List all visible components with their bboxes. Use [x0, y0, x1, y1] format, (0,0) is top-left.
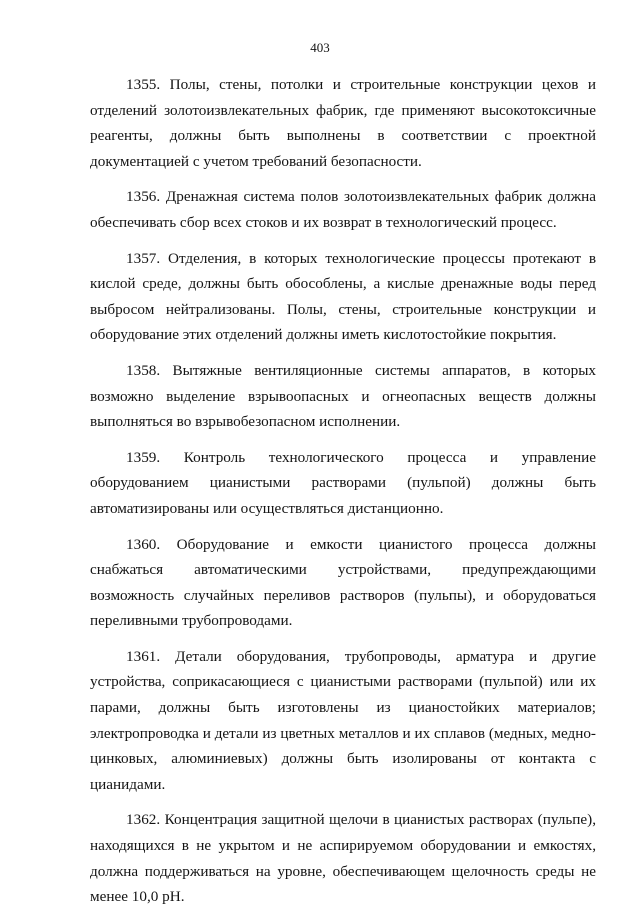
paragraph-1361: 1361. Детали оборудования, трубопроводы, арматура и другие устройства, соприкасающиеся с цианистыми растворами (пульпой) или их парами, должны быть изготовлены из цианостойких материалов; электропроводка и детали из цветных металлов и их сплавов (медных, медно-цинковых, алюминиевых) должны быть изолированы от контакта с цианидами. [90, 647, 596, 793]
paragraph-1359: 1359. Контроль технологического процесса и управление оборудованием цианистыми растворами (пульпой) должны быть автоматизированы или осуществляться дистанционно. [90, 448, 596, 517]
paragraph-1357: 1357. Отделения, в которых технологические процессы протекают в кислой среде, должны быть обособлены, а кислые дренажные воды перед выбросом нейтрализованы. Полы, стены, строительные конструкции и оборудование этих отделений должны иметь кислотостойкие покрытия. [90, 249, 596, 344]
document-body [90, 72, 596, 920]
paragraph-1358: 1358. Вытяжные вентиляционные системы аппаратов, в которых возможно выделение взрывоопасных и огнеопасных веществ должны выполняться во взрывобезопасном исполнении. [90, 361, 596, 431]
paragraph-1362: 1362. Концентрация защитной щелочи в цианистых растворах (пульпе), находящихся в не укрытом и не аспирируемом оборудовании и емкостях, должна поддерживаться на уровне, обеспечивающем щелочность среды не менее 10,0 pH. [90, 811, 596, 906]
paragraph-1355: 1355. Полы, стены, потолки и строительные конструкции цехов и отделений золотоизвлекательных фабрик, где применяют высокотоксичные реагенты, должны быть выполнены в соответствии с проектной документацией с учетом требований безопасности. [90, 76, 596, 170]
page-number: 403 [310, 40, 330, 55]
paragraph-1360: 1360. Оборудование и емкости цианистого процесса должны снабжаться автоматическими устройствами, предупреждающими возможность случайных переливов растворов (пульпы), и оборудоваться переливными трубопроводами. [90, 535, 596, 630]
paragraph-1356: 1356. Дренажная система полов золотоизвлекательных фабрик должна обеспечивать сбор всех стоков и их возврат в технологический процесс. [90, 188, 596, 231]
